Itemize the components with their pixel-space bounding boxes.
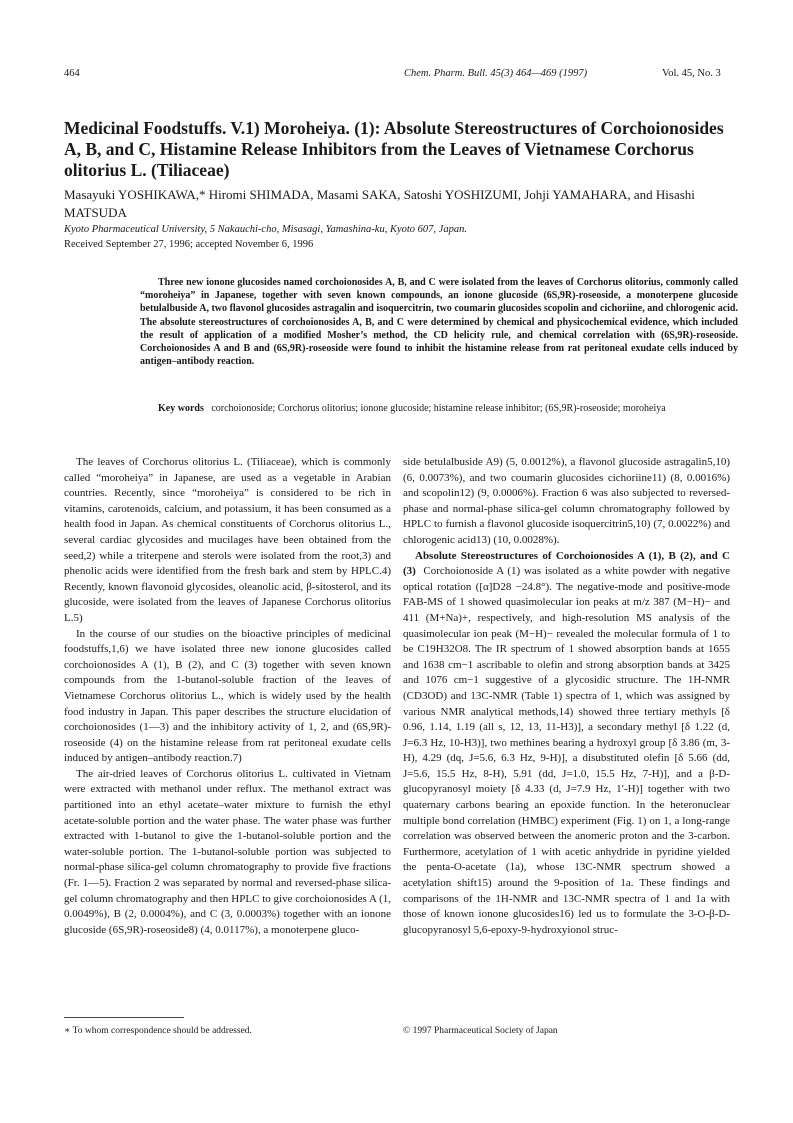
footnote-rule [64,1017,184,1018]
body-paragraph: side betulalbuside A9) (5, 0.0012%), a flavonol glucoside astragalin5,10) (6, 0.0073%), and two coumarin glucosides cichoriine11) (8, 0.0016%) and scopolin12) (9, 0.0006%). Fraction 6 was also subjected to reversed-phase and normal-phase silica-gel column chromatography followed by HPLC to furnish a flavonol glucoside isoquercitrin5,10) (7, 0.0022%) and chlorogenic acid13) (10, 0.0028%). [403,456,730,546]
copyright-notice: © 1997 Pharmaceutical Society of Japan [403,1026,558,1036]
article-title: Medicinal Foodstuffs. V.1) Moroheiya. (1): Absolute Stereostructures of Corchoionosides A, B, and C, Histamine Release Inhibitors from the Leaves of Vietnamese Corchorus olitorius L. (Tiliaceae) [64,118,724,180]
received-dates: Received September 27, 1996; accepted November 6, 1996 [64,239,314,250]
keywords-label: Key words [158,403,204,414]
body-paragraph-with-subhead [403,549,730,939]
body-column-left [64,455,391,938]
body-column-right [403,455,730,938]
correspondence-footnote: ∗ To whom correspondence should be addressed. [64,1026,252,1036]
body-paragraph: In the course of our studies on the bioactive principles of medicinal foodstuffs,1,6) we have isolated three new ionone glucosides called corchoionosides A (1), B (2), and C (3) together with seven known compounds from the 1-butanol-soluble fraction of the leaves of Vietnamese Corchorus olitorius L., which is widely used by the health food industry in Japan. This paper describes the structure elucidation of corchoionosides (1—3) and the inhibitory activity of 1, 2, and (6S,9R)-roseoside (4) on the histamine release from rat peritoneal exudate cells induced by antigen–antibody reaction.7) [64,627,391,765]
abstract: Three new ionone glucosides named corchoionosides A, B, and C were isolated from the leaves of Corchorus olitorius, commonly called “moroheiya” in Japanese, together with seven known compounds, an ionone glucoside (6S,9R)-roseoside, a monoterpene glucoside betulalbuside A, two flavonol glucosides astragalin and isoquercitrin, two coumarin glucosides scopolin and cichoriine, and chlorogenic acid. The absolute stereostructures of corchoionosides A, B, and C were determined by chemical and physicochemical evidence, which included the result of application of a modified Mosher’s method, the CD helicity rule, and chemical correlation with (6S,9R)-roseoside. Corchoionosides A and B and (6S,9R)-roseoside were found to inhibit the histamine release from rat peritoneal exudate cells induced by antigen–antibody reaction. [140,277,738,368]
keywords-text: corchoionoside; Corchorus olitorius; ionone glucoside; histamine release inhibitor; (6S,9R)-roseoside; moroheiya [211,403,666,414]
author-list: Masayuki YOSHIKAWA,* Hiromi SHIMADA, Masami SAKA, Satoshi YOSHIZUMI, Johji YAMAHARA, and Hisashi MATSUDA [64,187,695,220]
keywords [140,402,738,415]
page-number: 464 [64,68,80,79]
section-subheading: Absolute Stereostructures of Corchoionosides A (1), B (2), and C (3) [403,549,730,578]
body-paragraph-text: Corchoionoside A (1) was isolated as a white powder with negative optical rotation ([α]D28 −24.8°). The negative-mode and positive-mode FAB-MS of 1 showed quasimolecular ion peaks at m/z 387 (M−H)− and 411 (M+Na)+, respectively, and high-resolution MS analysis of the quasimolecular ion peak (M−H)− revealed the molecular formula of 1 to be C19H32O8. The IR spectrum of 1 showed absorption bands at 1655 and 1638 cm−1 ascribable to olefin and strong absorption bands at 3425 and 1076 cm−1 suggestive of a glycosidic structure. The 1H-NMR (CD3OD) and 13C-NMR (Table 1) spectra of 1, which was assigned by various NMR analytical methods,14) showed three tertiary methyls [δ 0.96, 1.14, 1.19 (all s, 12, 13, 11-H3)], a secondary methyl [δ 1.22 (d, J=6.3 Hz, 10-H3)], two methines bearing a hydroxyl group [δ 3.86 (m, 3-H), 4.29 (dq, J=5.6, 6.3 Hz, 9-H)], a disubstituted olefin [δ 5.66 (dd, J=5.6, 15.5 Hz, 8-H), 5.91 (dd, J=1.0, 15.5 Hz, 7-H)], and a β-D-glucopyranosyl moiety [δ 4.33 (d, J=7.9 Hz, 1′-H)] together with two quaternary carbons bearing an epoxide function. In the heteronuclear multiple bond correlation (HMBC) experiment (Fig. 1) on 1, a long-range correlation was observed between the anomeric proton and the 3-carbon. Furthermore, acetylation of 1 with acetic anhydride in pyridine yielded the penta-O-acetate (1a), whose 13C-NMR spectrum showed a acetylation shift15) around the 9-position of 1a. These findings and comparisons of the 1H-NMR and 13C-NMR spectra of 1 and 1a with those of known ionone glucosides16) led us to formulate the 3-O-β-D-glucopyranosyl 5,6-epoxy-9-hydroxyionol struc- [403,565,731,936]
body-paragraph: The leaves of Corchorus olitorius L. (Tiliaceae), which is commonly called “moroheiya” in Japanese, are used as a vegetable in Arabian countries. Recently, since “moroheiya” is considered to be rich in vitamins, carotenoids, calcium, and potassium, it has been consumed as a health food in Japan. As chemical constituents of Corchorus olitorius L., several cardiac glycosides and mucilages have been obtained from the seed,2) while a triterpene and sterols were isolated from the root,3) and phenolic acids were identified from the fresh bark and stem by HPLC.4) Recently, known flavonoid glycosides, oleanolic acid, β-sitosterol, and its glucoside, were isolated from the leaves of Japanese Corchorus olitorius L.5) [64,456,391,624]
volume-issue: Vol. 45, No. 3 [662,68,721,79]
body-paragraph: The air-dried leaves of Corchorus olitorius L. cultivated in Vietnam were extracted with methanol under reflux. The methanol extract was partitioned into an ethyl acetate–water mixture to furnish the ethyl acetate-soluble portion and the water phase. The water phase was further extracted with 1-butanol to give the 1-butanol-soluble portion and the water-soluble portion. The 1-butanol-soluble portion was subjected to normal-phase silica-gel column chromatography to provide five fractions (Fr. 1—5). Fraction 2 was separated by normal and reversed-phase silica-gel column chromatography and then HPLC to give corchoionosides A (1, 0.0049%), B (2, 0.0004%), and C (3, 0.0003%) together with an ionone glucoside (6S,9R)-roseoside8) (4, 0.0117%), a monoterpene gluco- [64,767,391,936]
affiliation: Kyoto Pharmaceutical University, 5 Nakauchi-cho, Misasagi, Yamashina-ku, Kyoto 607, Japan. [64,224,467,235]
journal-citation: Chem. Pharm. Bull. 45(3) 464—469 (1997) [404,68,588,79]
